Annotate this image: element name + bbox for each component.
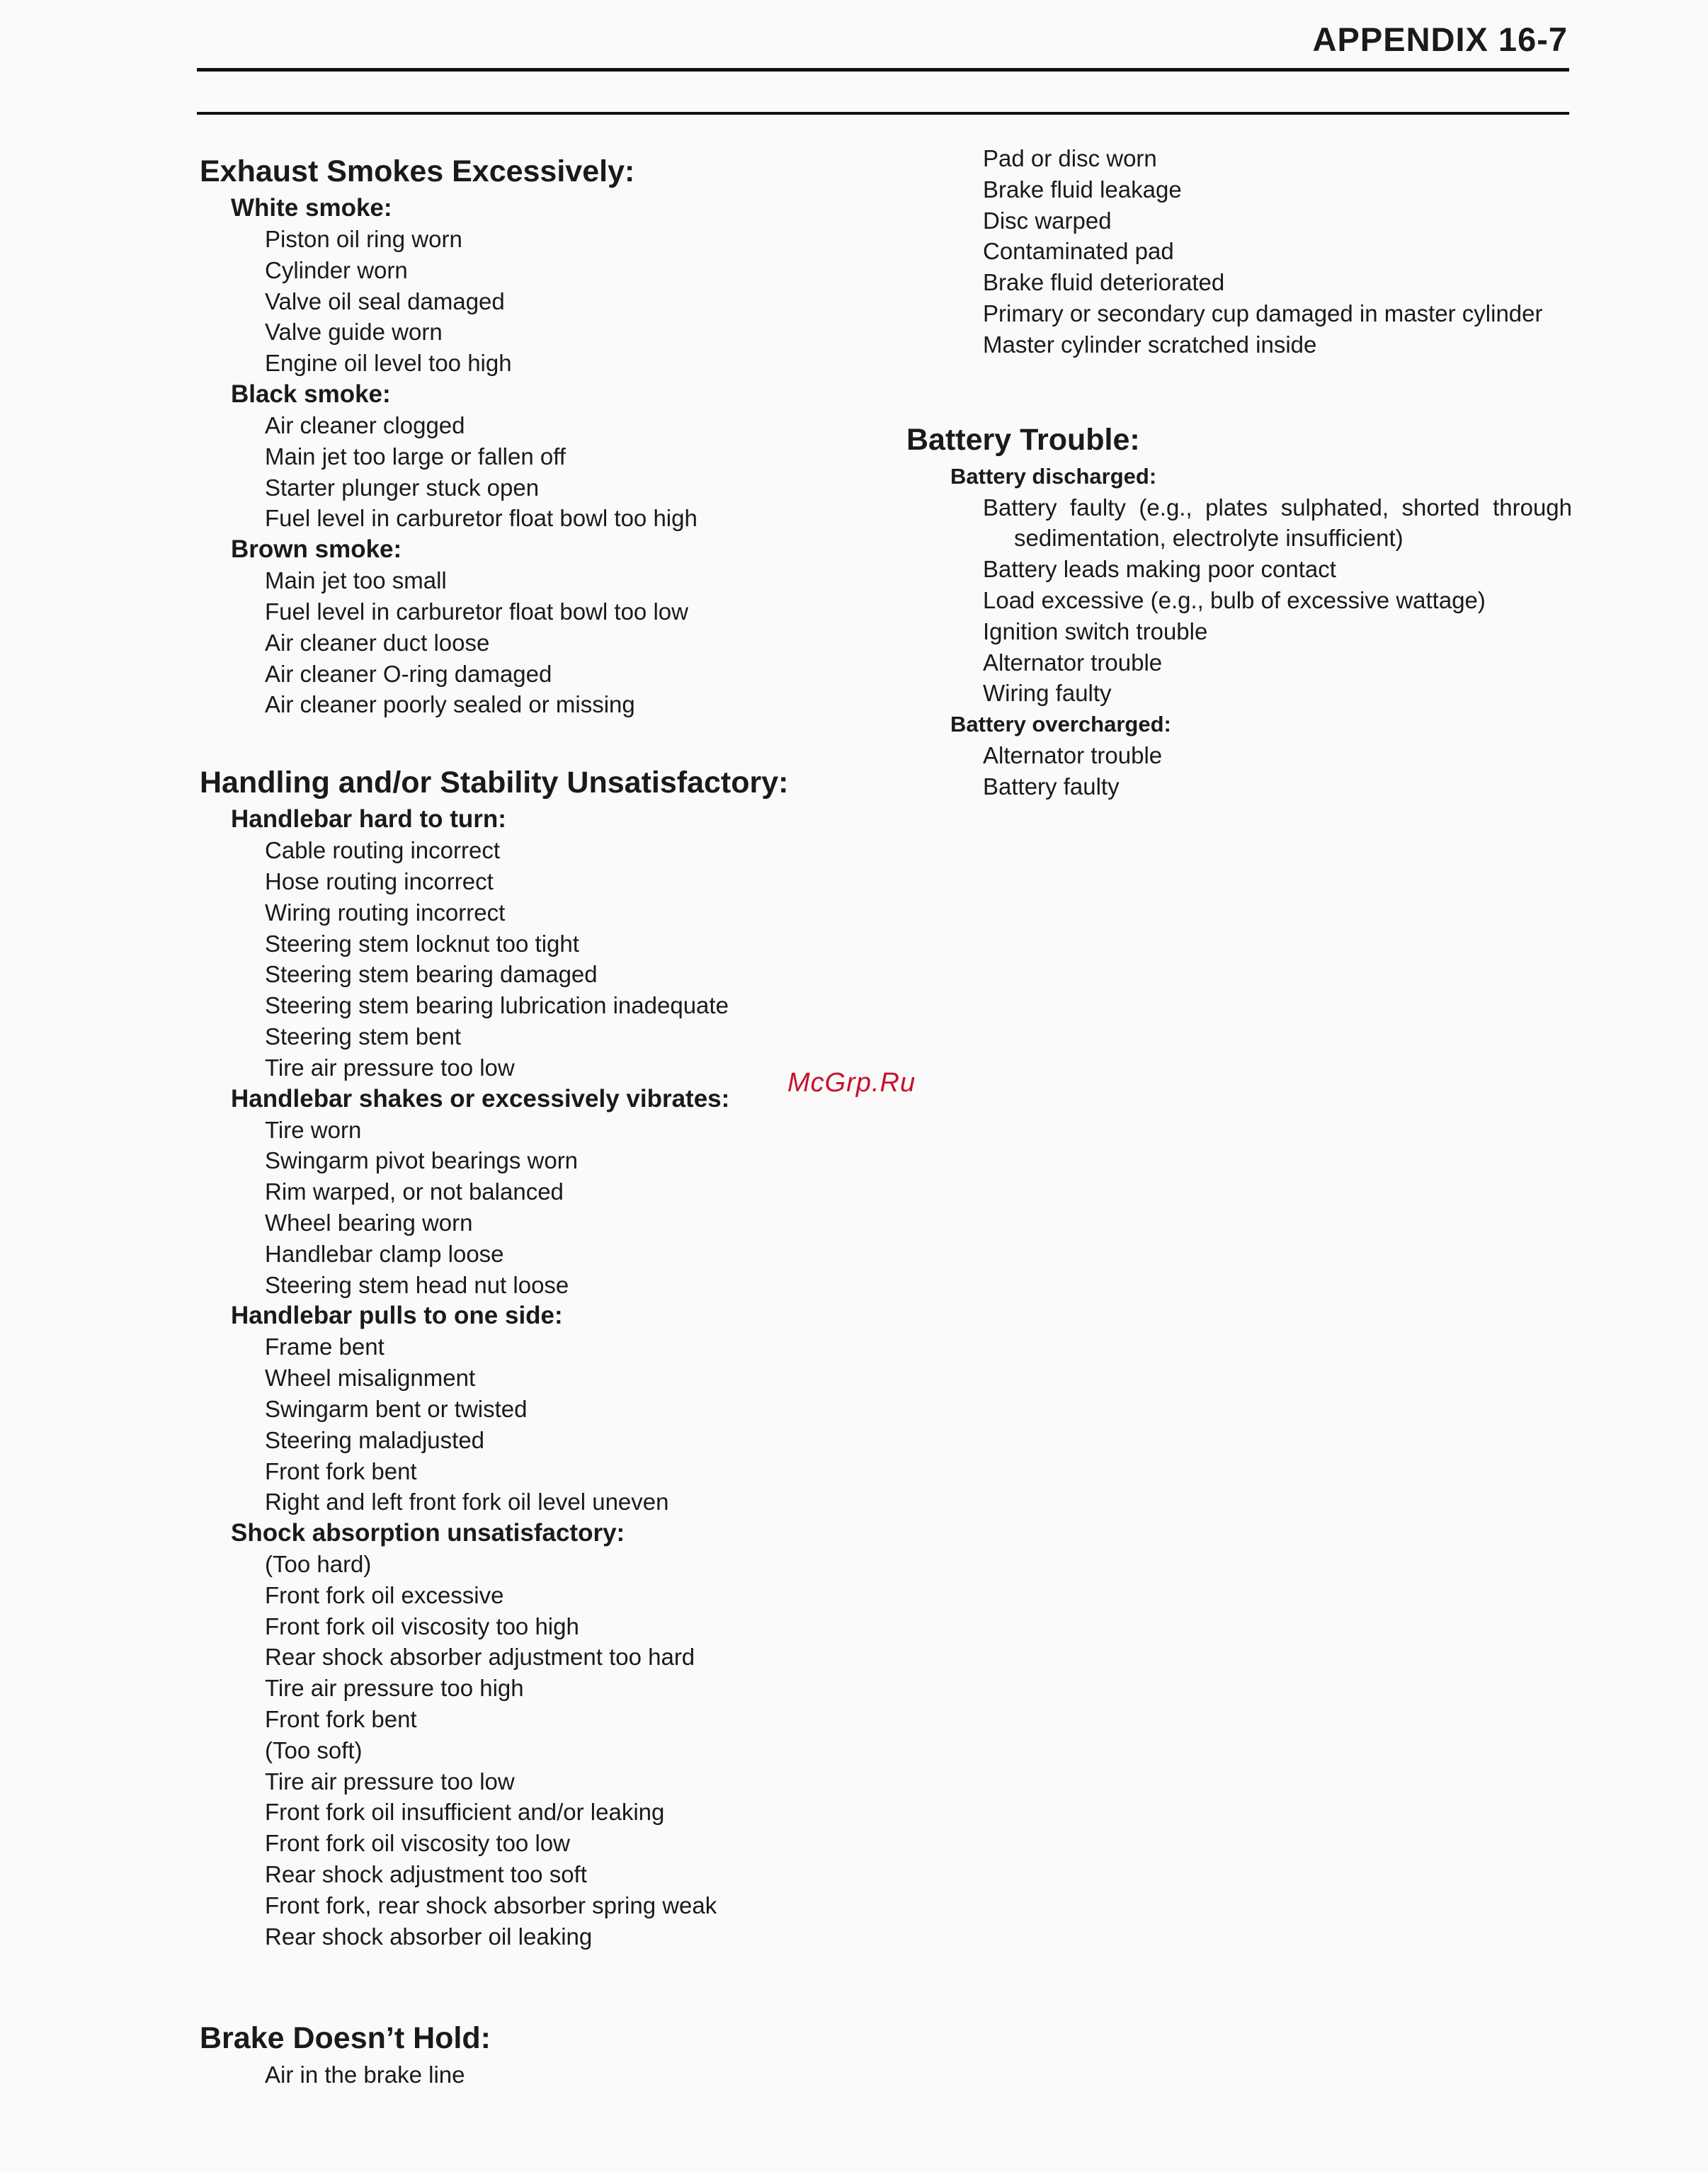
list-item: Swingarm pivot bearings worn — [265, 1147, 579, 1174]
list-item: Handlebar clamp loose — [265, 1240, 504, 1267]
subsection-title: Battery overcharged: — [950, 712, 1171, 737]
list-item: Air cleaner poorly sealed or missing — [265, 691, 635, 718]
list-item: Wiring routing incorrect — [265, 899, 506, 926]
list-item: Steering stem head nut loose — [265, 1271, 569, 1298]
list-item: Air in the brake line — [265, 2062, 465, 2088]
list-item: Rim warped, or not balanced — [265, 1178, 564, 1205]
subsection-title: Black smoke: — [231, 380, 391, 408]
list-item: Brake fluid deteriorated — [983, 269, 1225, 296]
list-item: Wheel bearing worn — [265, 1209, 473, 1236]
list-item: Battery faulty — [983, 773, 1120, 800]
subsection-title: Handlebar pulls to one side: — [231, 1302, 563, 1330]
section-title: Handling and/or Stability Unsatisfactory: — [200, 766, 789, 800]
list-item: Engine oil level too high — [265, 350, 512, 377]
list-item: Steering stem bearing lubrication inadequate — [265, 992, 729, 1019]
page-header-title: APPENDIX 16-7 — [1312, 21, 1568, 58]
list-item: Frame bent — [265, 1334, 385, 1360]
list-item: Wiring faulty — [983, 680, 1112, 707]
list-item: Valve oil seal damaged — [265, 288, 505, 314]
list-item: Steering stem bearing damaged — [265, 961, 598, 988]
right-column — [906, 143, 1572, 802]
list-item: Front fork bent — [265, 1457, 417, 1484]
list-item: Air cleaner O-ring damaged — [265, 660, 552, 687]
list-item: Air cleaner duct loose — [265, 629, 490, 656]
section-title: Battery Trouble: — [906, 422, 1140, 457]
list-item: Brake fluid leakage — [983, 176, 1182, 203]
list-item: Steering maladjusted — [265, 1426, 485, 1453]
list-item: Air cleaner clogged — [265, 411, 465, 438]
list-item: Battery faulty (e.g., plates sulphated, shorted through sedimentation, electrolyte insufficient) — [983, 494, 1572, 552]
list-item: Master cylinder scratched inside — [983, 331, 1317, 358]
list-item: Load excessive (e.g., bulb of excessive wattage) — [983, 586, 1486, 613]
list-item: Fuel level in carburetor float bowl too high — [265, 505, 698, 532]
subsection-title: Handlebar hard to turn: — [231, 805, 506, 834]
list-item: Swingarm bent or twisted — [265, 1395, 528, 1422]
exhaust-section — [200, 150, 979, 720]
subsection-title: Shock absorption unsatisfactory: — [231, 1519, 625, 1547]
handling-section — [200, 761, 979, 1952]
subsection-title: Handlebar shakes or excessively vibrates: — [231, 1084, 730, 1113]
list-item: (Too soft) — [265, 1736, 363, 1763]
list-item: Rear shock absorber adjustment too hard — [265, 1644, 695, 1671]
list-item: Front fork bent — [265, 1706, 417, 1733]
subsection-title: White smoke: — [231, 194, 392, 222]
list-item: Wheel misalignment — [265, 1365, 476, 1392]
brake-section — [200, 2017, 979, 2091]
header-rule-top — [197, 68, 1569, 72]
section-title: Brake Doesn’t Hold: — [200, 2021, 491, 2056]
list-item: Disc warped — [983, 207, 1112, 234]
watermark-text: McGrp.Ru — [787, 1068, 916, 1098]
list-item: Front fork oil excessive — [265, 1581, 504, 1608]
list-item: Contaminated pad — [983, 238, 1174, 265]
list-item: Tire worn — [265, 1116, 362, 1143]
list-item: Alternator trouble — [983, 649, 1163, 676]
list-item: Tire air pressure too low — [265, 1054, 515, 1081]
list-item: Steering stem locknut too tight — [265, 930, 579, 957]
section-title: Exhaust Smokes Excessively: — [200, 154, 635, 188]
list-item: Right and left front fork oil level uneven — [265, 1489, 669, 1516]
list-item: Fuel level in carburetor float bowl too low — [265, 598, 688, 625]
list-item: Tire air pressure too low — [265, 1768, 515, 1795]
left-column — [200, 150, 979, 2091]
subsection-title: Brown smoke: — [231, 535, 402, 564]
list-item: Cylinder worn — [265, 256, 408, 283]
list-item: Main jet too large or fallen off — [265, 443, 566, 470]
list-item: (Too hard) — [265, 1551, 372, 1578]
list-item: Rear shock adjustment too soft — [265, 1861, 587, 1888]
list-item: Front fork, rear shock absorber spring weak — [265, 1892, 717, 1918]
list-item: Front fork oil viscosity too high — [265, 1613, 579, 1639]
list-item: Main jet too small — [265, 567, 447, 594]
list-item: Cable routing incorrect — [265, 837, 500, 864]
list-item: Alternator trouble — [983, 742, 1163, 769]
list-item: Battery leads making poor contact — [983, 556, 1336, 583]
list-item: Hose routing incorrect — [265, 868, 494, 894]
header-rule-bottom — [197, 112, 1569, 115]
list-item: Front fork oil insufficient and/or leaking — [265, 1799, 665, 1826]
list-item: Valve guide worn — [265, 319, 443, 346]
list-item: Ignition switch trouble — [983, 618, 1208, 644]
list-item: Steering stem bent — [265, 1023, 461, 1050]
battery-section — [906, 419, 1572, 802]
list-item: Pad or disc worn — [983, 145, 1157, 171]
list-item: Rear shock absorber oil leaking — [265, 1923, 593, 1950]
list-item: Tire air pressure too high — [265, 1675, 524, 1702]
subsection-title: Battery discharged: — [950, 463, 1157, 489]
list-item: Front fork oil viscosity too low — [265, 1830, 570, 1857]
list-item: Piston oil ring worn — [265, 226, 462, 252]
brake-continued-section — [921, 143, 1572, 360]
list-item: Starter plunger stuck open — [265, 474, 540, 501]
list-item: Primary or secondary cup damaged in master cylinder — [983, 300, 1543, 326]
